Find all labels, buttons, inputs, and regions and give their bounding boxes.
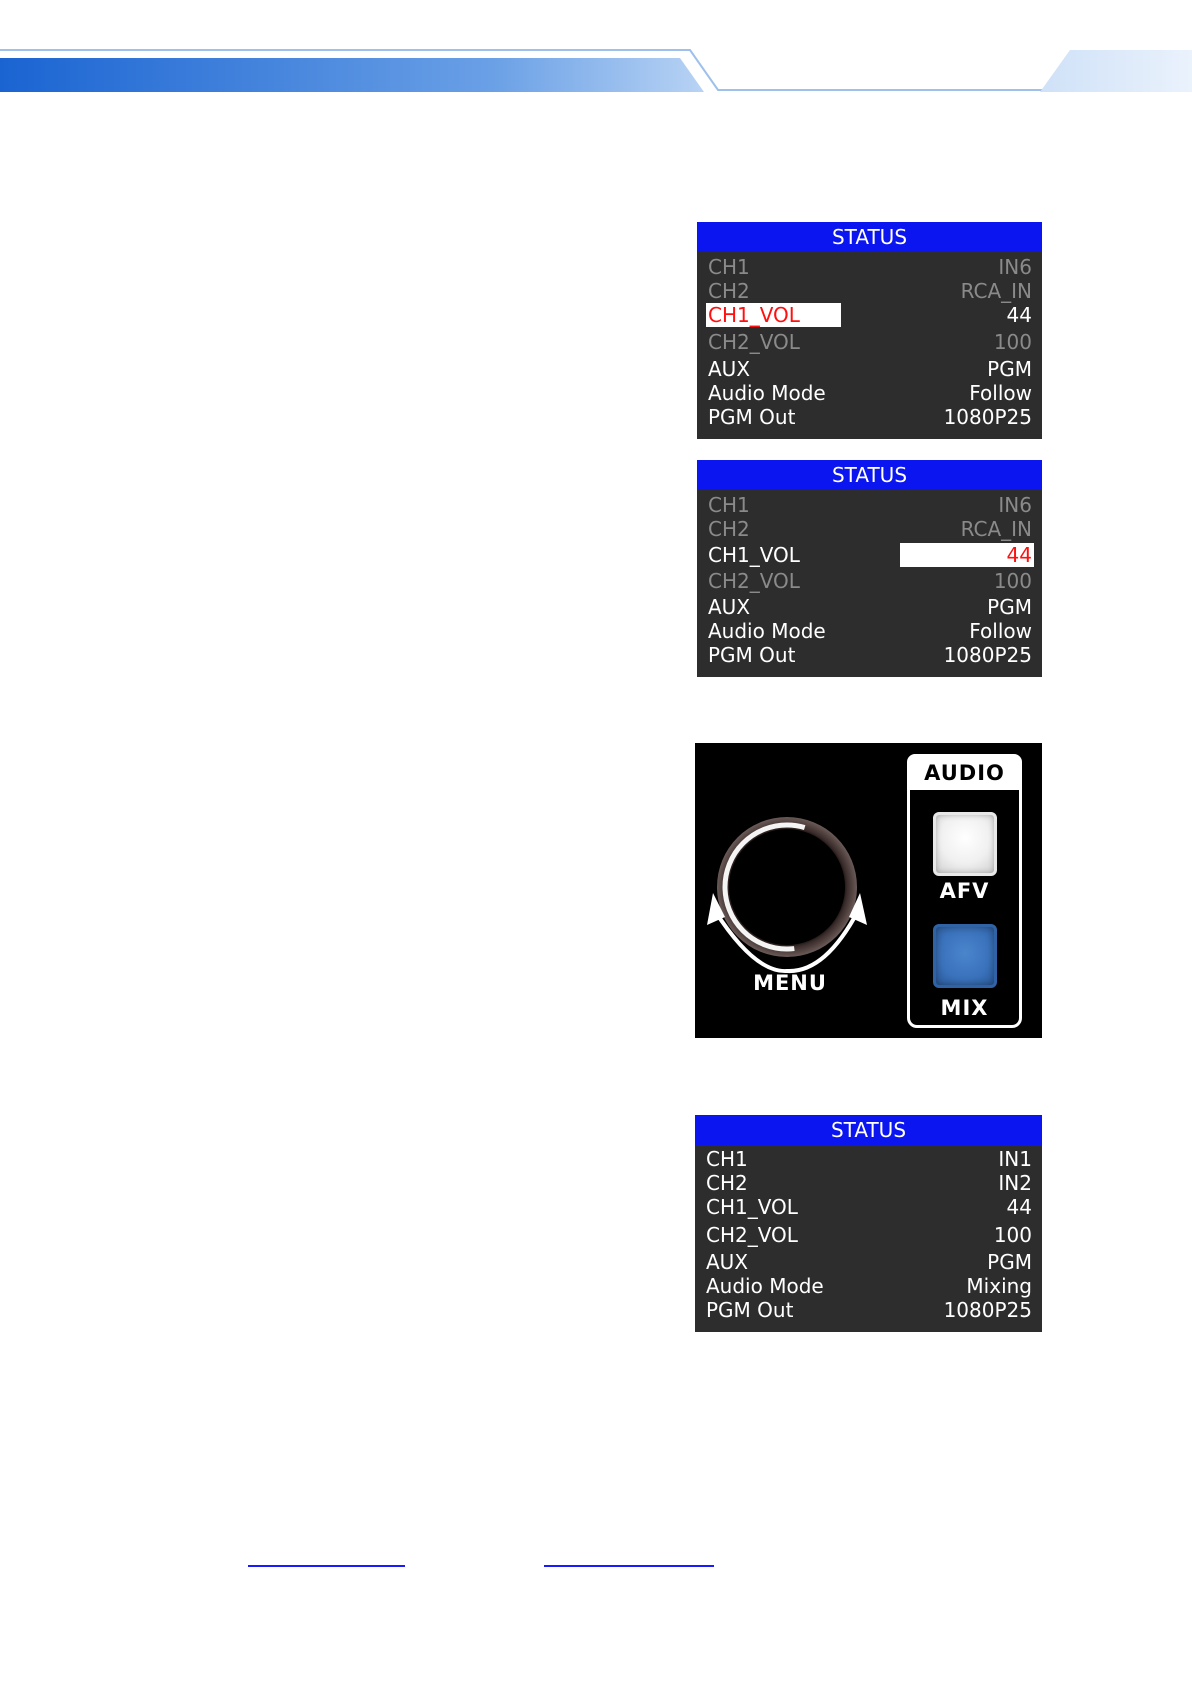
row-label: AUX [708,595,751,619]
status-row-audio-mode [706,619,1034,643]
status-row-ch1 [706,255,1034,279]
row-label: CH1 [706,1147,748,1171]
row-value: 1080P25 [943,643,1032,667]
status-title: STATUS [697,460,1042,490]
menu-label: MENU [753,971,827,995]
status-screen-3 [695,1115,1042,1332]
footer-link[interactable] [544,1553,714,1567]
row-value: Follow [969,381,1032,405]
status-row-pgm-out [704,1298,1034,1322]
row-value: PGM [987,595,1032,619]
row-label-selected: CH1_VOL [706,303,841,327]
row-value: PGM [987,1250,1032,1274]
status-row-pgm-out [706,643,1034,667]
status-row-ch1 [706,493,1034,517]
row-value: RCA_IN [960,517,1032,541]
row-label: PGM Out [708,643,796,667]
status-row-ch1-vol[interactable] [706,543,1034,567]
audio-group-title: AUDIO [907,754,1022,790]
row-value: 100 [993,1223,1032,1247]
row-label: CH1_VOL [706,1195,798,1219]
status-row-ch2 [706,279,1034,303]
row-value: IN1 [998,1147,1032,1171]
mix-button[interactable] [933,924,997,988]
row-value: 44 [1006,1195,1032,1219]
status-row-aux [704,1250,1034,1274]
row-value: 100 [993,330,1032,354]
row-value: RCA_IN [960,279,1032,303]
row-value: PGM [987,357,1032,381]
row-label: CH2_VOL [708,330,800,354]
status-row-pgm-out [706,405,1034,429]
status-row-ch1-vol [704,1195,1034,1219]
row-label: PGM Out [706,1298,794,1322]
row-label: CH2_VOL [708,569,800,593]
row-value: 1080P25 [943,405,1032,429]
row-value: IN6 [998,493,1032,517]
status-row-ch2 [706,517,1034,541]
status-title: STATUS [697,222,1042,252]
status-row-audio-mode [706,381,1034,405]
row-label: Audio Mode [708,381,826,405]
audio-control-panel [695,743,1042,1038]
row-label: AUX [706,1250,749,1274]
status-screen-2 [697,460,1042,677]
status-row-ch2-vol [704,1223,1034,1247]
status-title: STATUS [695,1115,1042,1145]
status-screen-1 [697,222,1042,439]
row-value: 44 [1006,303,1032,327]
row-value: IN6 [998,255,1032,279]
footer-link[interactable] [248,1553,405,1567]
row-label: CH2 [706,1171,748,1195]
row-value: 1080P25 [943,1298,1032,1322]
status-row-audio-mode [704,1274,1034,1298]
status-row-ch2 [704,1171,1034,1195]
status-row-ch1-vol[interactable] [706,303,1034,327]
row-label: AUX [708,357,751,381]
row-value: 100 [993,569,1032,593]
status-row-aux [706,595,1034,619]
row-label: CH2_VOL [706,1223,798,1247]
row-label: Audio Mode [706,1274,824,1298]
afv-label: AFV [939,879,990,903]
status-row-ch2-vol [706,569,1034,593]
row-value: Mixing [966,1274,1032,1298]
afv-button[interactable] [933,812,997,876]
status-row-ch1 [704,1147,1034,1171]
status-row-aux [706,357,1034,381]
row-value: IN2 [998,1171,1032,1195]
header-banner [0,0,1192,100]
row-label: CH2 [708,279,750,303]
row-label: CH1 [708,493,750,517]
status-row-ch2-vol [706,330,1034,354]
row-value: Follow [969,619,1032,643]
row-label: CH1_VOL [708,543,800,567]
mix-label: MIX [940,996,989,1020]
row-label: Audio Mode [708,619,826,643]
row-value-selected: 44 [900,543,1034,567]
row-label: CH2 [708,517,750,541]
row-label: CH1 [708,255,750,279]
row-label: PGM Out [708,405,796,429]
